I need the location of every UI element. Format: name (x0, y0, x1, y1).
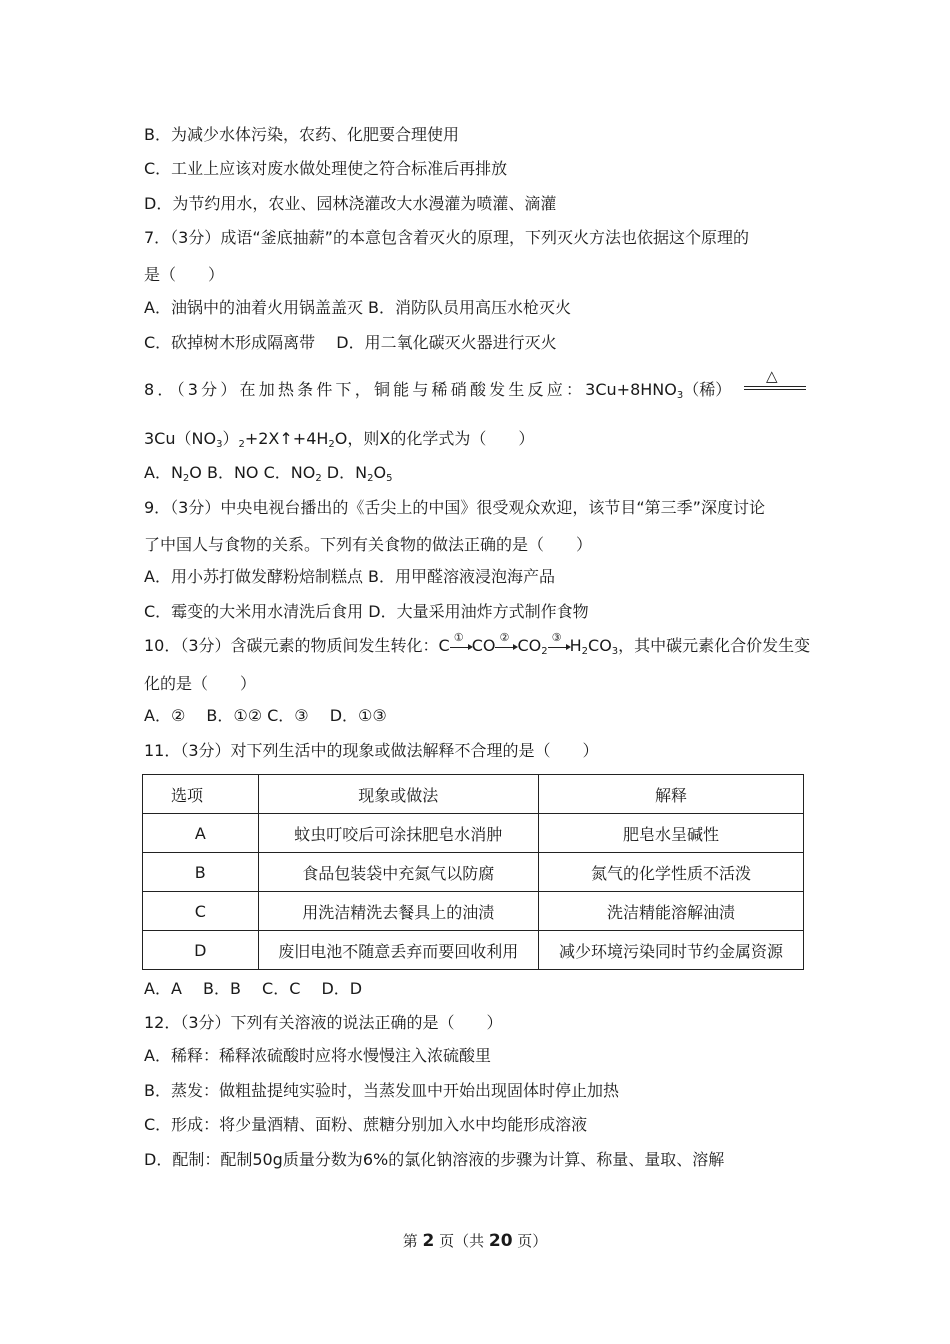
q8-stem-text: 8．（3分）在加热条件下，铜能与稀硝酸发生反应： (144, 380, 586, 399)
table-cell: 食品包装袋中充氮气以防腐 (258, 853, 538, 892)
q8-formula: $3Cu+8HNO_3$（稀） (585, 380, 732, 401)
q10-options: A．② B．①② C．③ D．①③ (144, 706, 387, 725)
q6-option-b: B．为减少水体污染，农药、化肥要合理使用 (144, 125, 459, 144)
q11-options-table (142, 774, 804, 970)
q11-options: A．A B．B C．C D．D (144, 979, 363, 998)
q7-options-ab: A．油锅中的油着火用锅盖盖灭 B．消防队员用高压水枪灭火 (144, 298, 572, 317)
q9-options-cd: C．霉变的大米用水清洗后食用 D．大量采用油炸方式制作食物 (144, 602, 589, 621)
q10-stem-line2: 化的是（ ） (144, 674, 257, 693)
table-row (143, 814, 804, 853)
table-header-cell: 现象或做法 (258, 775, 538, 814)
table-cell: C (143, 892, 259, 931)
q12-stem: 12．（3分）下列有关溶液的说法正确的是（ ） (144, 1013, 503, 1032)
q7-stem-line2: 是（ ） (144, 265, 225, 284)
current-page: 2 (422, 1231, 435, 1251)
heating-condition-sign (744, 368, 806, 394)
q12-option-b: B．蒸发：做粗盐提纯实验时，当蒸发皿中开始出现固体时停止加热 (144, 1081, 619, 1100)
table-header-cell: 解释 (538, 775, 803, 814)
q8-options: A．$N_2O$ B．NO C．$NO_2$ D．$N_2O_5$ (144, 463, 393, 484)
q12-option-d: D．配制：配制50g质量分数为6%的氯化钠溶液的步骤为计算、称量、量取、溶解 (144, 1150, 725, 1169)
table-header-cell: 选项 (143, 775, 259, 814)
table-row (143, 892, 804, 931)
table-cell: 用洗洁精洗去餐具上的油渍 (258, 892, 538, 931)
reaction-arrow-2: ② (495, 636, 517, 656)
q7-stem-line1: 7．（3分）成语“釜底抽薪”的本意包含着灭火的原理，下列灭火方法也依据这个原理的 (144, 228, 749, 247)
table-cell: 洗洁精能溶解油渍 (538, 892, 803, 931)
q12-option-a: A．稀释：稀释浓硫酸时应将水慢慢注入浓硫酸里 (144, 1046, 491, 1065)
reaction-arrow-1: ① (450, 636, 472, 656)
delta-icon: △ (766, 367, 778, 385)
q11-stem: 11．（3分）对下列生活中的现象或做法解释不合理的是（ ） (144, 741, 599, 760)
table-header-row (143, 775, 804, 814)
q9-options-ab: A．用小苏打做发酵粉焙制糕点 B．用甲醛溶液浸泡海产品 (144, 567, 556, 586)
q9-stem-line2: 了中国人与食物的关系。下列有关食物的做法正确的是（ ） (144, 535, 593, 554)
q9-stem-line1: 9．（3分）中央电视台播出的《舌尖上的中国》很受观众欢迎，该节目“第三季”深度讨论 (144, 498, 765, 517)
q6-option-d: D．为节约用水，农业、园林浇灌改大水漫灌为喷灌、滴灌 (144, 194, 557, 213)
table-cell: 蚊虫叮咬后可涂抹肥皂水消肿 (258, 814, 538, 853)
page-number-footer: 第 2 页（共 20 页） (402, 1231, 548, 1251)
table-cell: 减少环境污染同时节约金属资源 (538, 931, 803, 970)
table-cell: D (143, 931, 259, 970)
q8-stem-line2: $3Cu(NO_3)_2+2X↑+4H_2O$，则X的化学式为（ ） (144, 429, 535, 450)
equals-line-top (744, 386, 806, 387)
q10-stem-line1: 10．（3分）含碳元素的物质间发生转化：C ① CO ② $CO_2$ ③ $H_2CO_3$，其中碳元素化合价发生变 (144, 631, 811, 657)
table-cell: A (143, 814, 259, 853)
q8-stem-line1 (144, 380, 731, 406)
equals-line-bottom (744, 389, 806, 390)
q6-option-c: C．工业上应该对废水做处理使之符合标准后再排放 (144, 159, 508, 178)
table-cell: 肥皂水呈碱性 (538, 814, 803, 853)
table-cell: 氮气的化学性质不活泼 (538, 853, 803, 892)
q12-option-c: C．形成：将少量酒精、面粉、蔗糖分别加入水中均能形成溶液 (144, 1115, 588, 1134)
reaction-arrow-3: ③ (548, 636, 570, 656)
table-cell: 废旧电池不随意丢弃而要回收利用 (258, 931, 538, 970)
total-pages: 20 (488, 1231, 513, 1251)
table-cell: B (143, 853, 259, 892)
table-row (143, 853, 804, 892)
table-row (143, 931, 804, 970)
q7-options-cd: C．砍掉树木形成隔离带 D．用二氧化碳灭火器进行灭火 (144, 333, 557, 352)
